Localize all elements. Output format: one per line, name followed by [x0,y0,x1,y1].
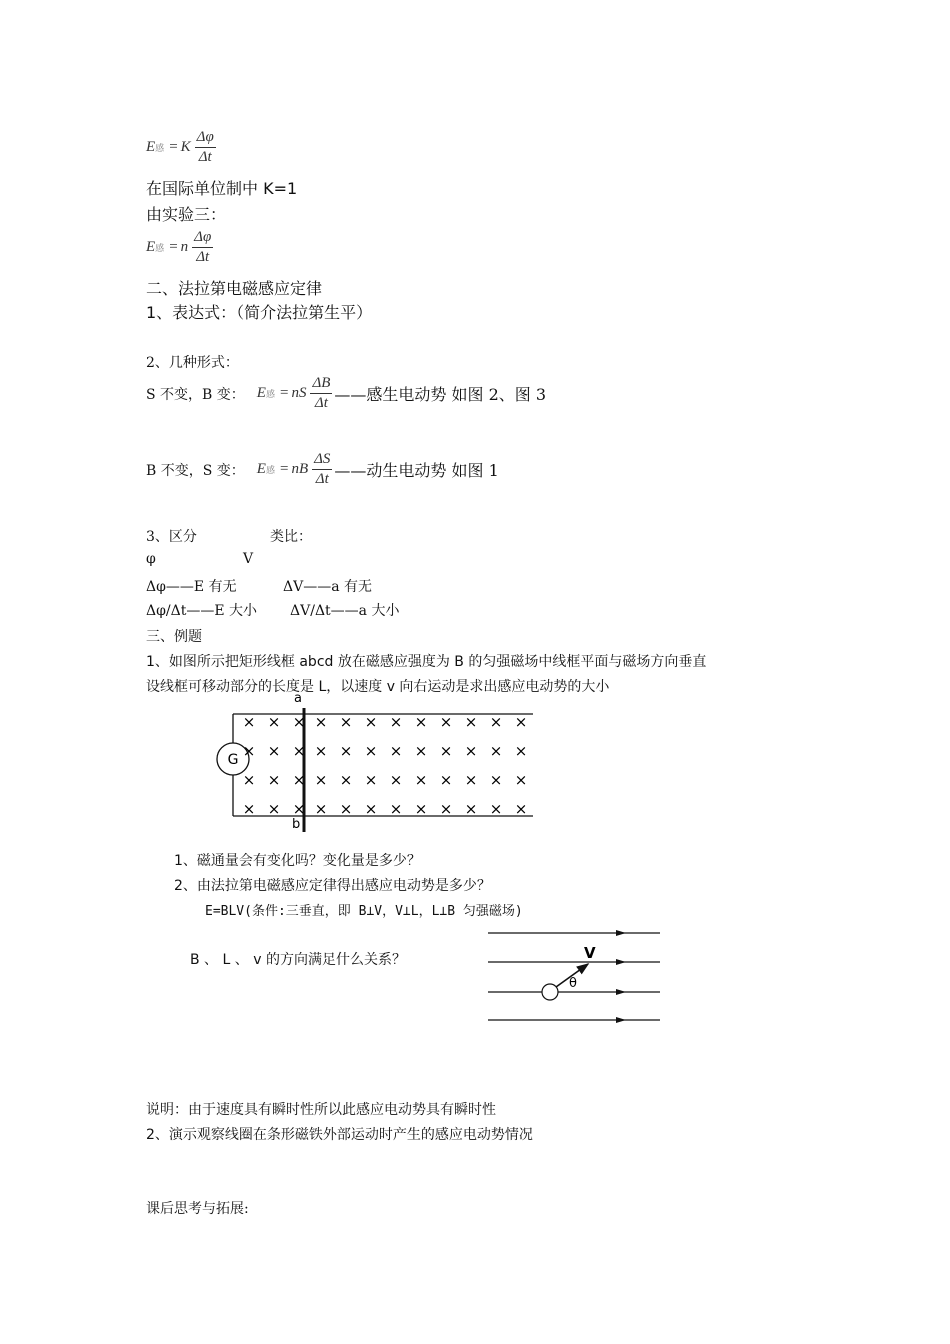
field-cross: × [389,713,403,731]
field-cross: × [292,800,306,818]
field-cross: × [489,771,503,789]
field-cross: × [514,800,528,818]
formula-subscript: 感 [265,465,275,475]
field-cross: × [242,800,256,818]
field-cross: × [339,713,353,731]
field-arrow [616,959,626,965]
velocity-label: V [584,944,596,962]
note-line: 说明：由于速度具有瞬时性所以此感应电动势具有瞬时性 [146,1102,496,1118]
formula-subscript: 感 [155,143,165,153]
analogy-left: Δφ/Δt——E 大小 [146,603,258,619]
formula-fraction [310,376,332,411]
formula-symbol: E [256,461,266,477]
field-cross: × [389,742,403,760]
field-arrow [616,930,626,936]
magnetic-field-crosses [243,713,528,818]
field-cross: × [489,800,503,818]
after-class-title: 课后思考与拓展: [146,1201,249,1217]
field-cross: × [364,771,378,789]
formula-denominator: Δt [314,395,328,411]
field-cross: × [292,771,306,789]
field-cross: × [314,713,328,731]
si-unit-line: 在国际单位制中 K=1 [146,179,298,198]
formula-fraction [192,230,213,265]
field-cross: × [267,771,281,789]
experiment3-line: 由实验三： [146,205,227,224]
formula-denominator: Δt [315,471,329,487]
formula-b-constant [146,452,499,487]
field-cross: × [242,742,256,760]
field-cross: × [514,771,528,789]
field-cross: × [314,742,328,760]
expression-title: 1、表达式：（简介法拉第生平） [146,303,373,322]
label-b: b [292,817,301,832]
field-cross: × [414,800,428,818]
example1-line1: 1、如图所示把矩形线框 abcd 放在磁感应强度为 B 的匀强磁场中线框平面与磁场方向垂直 [146,654,707,670]
analogy-left: φ [146,551,156,567]
field-cross: × [242,713,256,731]
field-cross: × [364,742,378,760]
field-cross: × [414,742,428,760]
field-arrow [616,1017,626,1023]
analogy-left: Δφ——E 有无 [146,579,237,595]
field-cross: × [314,800,328,818]
field-cross: × [464,742,478,760]
result-formula: E=BLV(条件:三垂直，即 B⊥V，V⊥L，L⊥B 匀强磁场) [205,904,523,919]
angle-label: θ [569,976,577,991]
formula-suffix: ——动生电动势 如图 1 [334,461,499,480]
question3: B 、 L 、 v 的方向满足什么关系？ [190,952,406,968]
formula-subscript: 感 [155,243,165,253]
analogy-right: V [243,551,254,567]
formula-denominator: Δt [196,249,210,265]
formula-symbol: E [256,385,266,401]
field-cross: × [389,800,403,818]
formula-denominator: Δt [198,149,212,165]
demo-line: 2、演示观察线圈在条形磁铁外部运动时产生的感应电动势情况 [146,1127,533,1143]
formula-equals: = [169,239,178,255]
field-cross: × [514,713,528,731]
formula-fraction [195,130,216,165]
field-cross: × [414,771,428,789]
formula-n [146,230,213,265]
formula-subscript: 感 [265,389,275,399]
formula-prefix: B 不变，S 变： [146,462,245,479]
formula-s-constant [146,376,546,411]
formula-numerator: Δφ [195,130,216,148]
formula-equals: = [279,461,289,477]
field-cross: × [389,771,403,789]
field-arrow [616,989,626,995]
formula-symbol: E [146,139,156,155]
field-cross: × [489,713,503,731]
field-cross: × [489,742,503,760]
formula-numerator: Δφ [192,230,213,248]
formula-coefficient: nS [291,385,307,401]
analogy-label: 类比： [270,529,312,545]
galvanometer-label: G [227,752,239,768]
field-cross: × [464,800,478,818]
field-cross: × [439,742,453,760]
field-cross: × [339,742,353,760]
field-cross: × [414,713,428,731]
field-cross: × [267,713,281,731]
formula-numerator: ΔB [310,376,332,394]
formula-equals: = [169,139,178,155]
field-cross: × [364,800,378,818]
example1-line2: 设线框可移动部分的长度是 L，以速度 v 向右运动是求出感应电动势的大小 [146,679,610,695]
formula-symbol: E [146,239,156,255]
question2: 2、由法拉第电磁感应定律得出感应电动势是多少？ [174,878,491,894]
field-cross: × [439,800,453,818]
formula-fraction [312,452,332,487]
field-cross: × [292,742,306,760]
field-cross: × [339,800,353,818]
field-cross: × [364,713,378,731]
formula-coefficient: K [180,139,191,155]
section3-heading: 三、例题 [146,629,202,645]
formula-numerator: ΔS [312,452,332,470]
forms-title: 2、几种形式： [146,355,239,371]
field-cross: × [514,742,528,760]
field-cross: × [242,771,256,789]
field-cross: × [267,742,281,760]
field-cross: × [292,713,306,731]
field-cross: × [464,713,478,731]
formula-suffix: ——感生电动势 如图 2、图 3 [334,385,547,404]
analogy-right: ΔV——a 有无 [283,579,373,595]
field-cross: × [439,713,453,731]
figure-velocity-angle [480,920,670,1035]
label-a: a [294,691,302,706]
formula-equals: = [279,385,289,401]
formula-coefficient: n [180,239,189,255]
field-cross: × [339,771,353,789]
field-cross: × [439,771,453,789]
figure-frame-magnetic-field [205,688,545,836]
field-cross: × [314,771,328,789]
formula-prefix: S 不变，B 变： [146,386,245,403]
formula-coefficient: nB [291,461,309,477]
section2-heading: 二、法拉第电磁感应定律 [146,279,323,298]
distinguish-label: 3、区分 [146,529,197,545]
analogy-right: ΔV/Δt——a 大小 [290,603,400,619]
formula-k [146,130,216,165]
field-cross: × [464,771,478,789]
question1: 1、磁通量会有变化吗？变化量是多少？ [174,853,421,869]
field-cross: × [267,800,281,818]
